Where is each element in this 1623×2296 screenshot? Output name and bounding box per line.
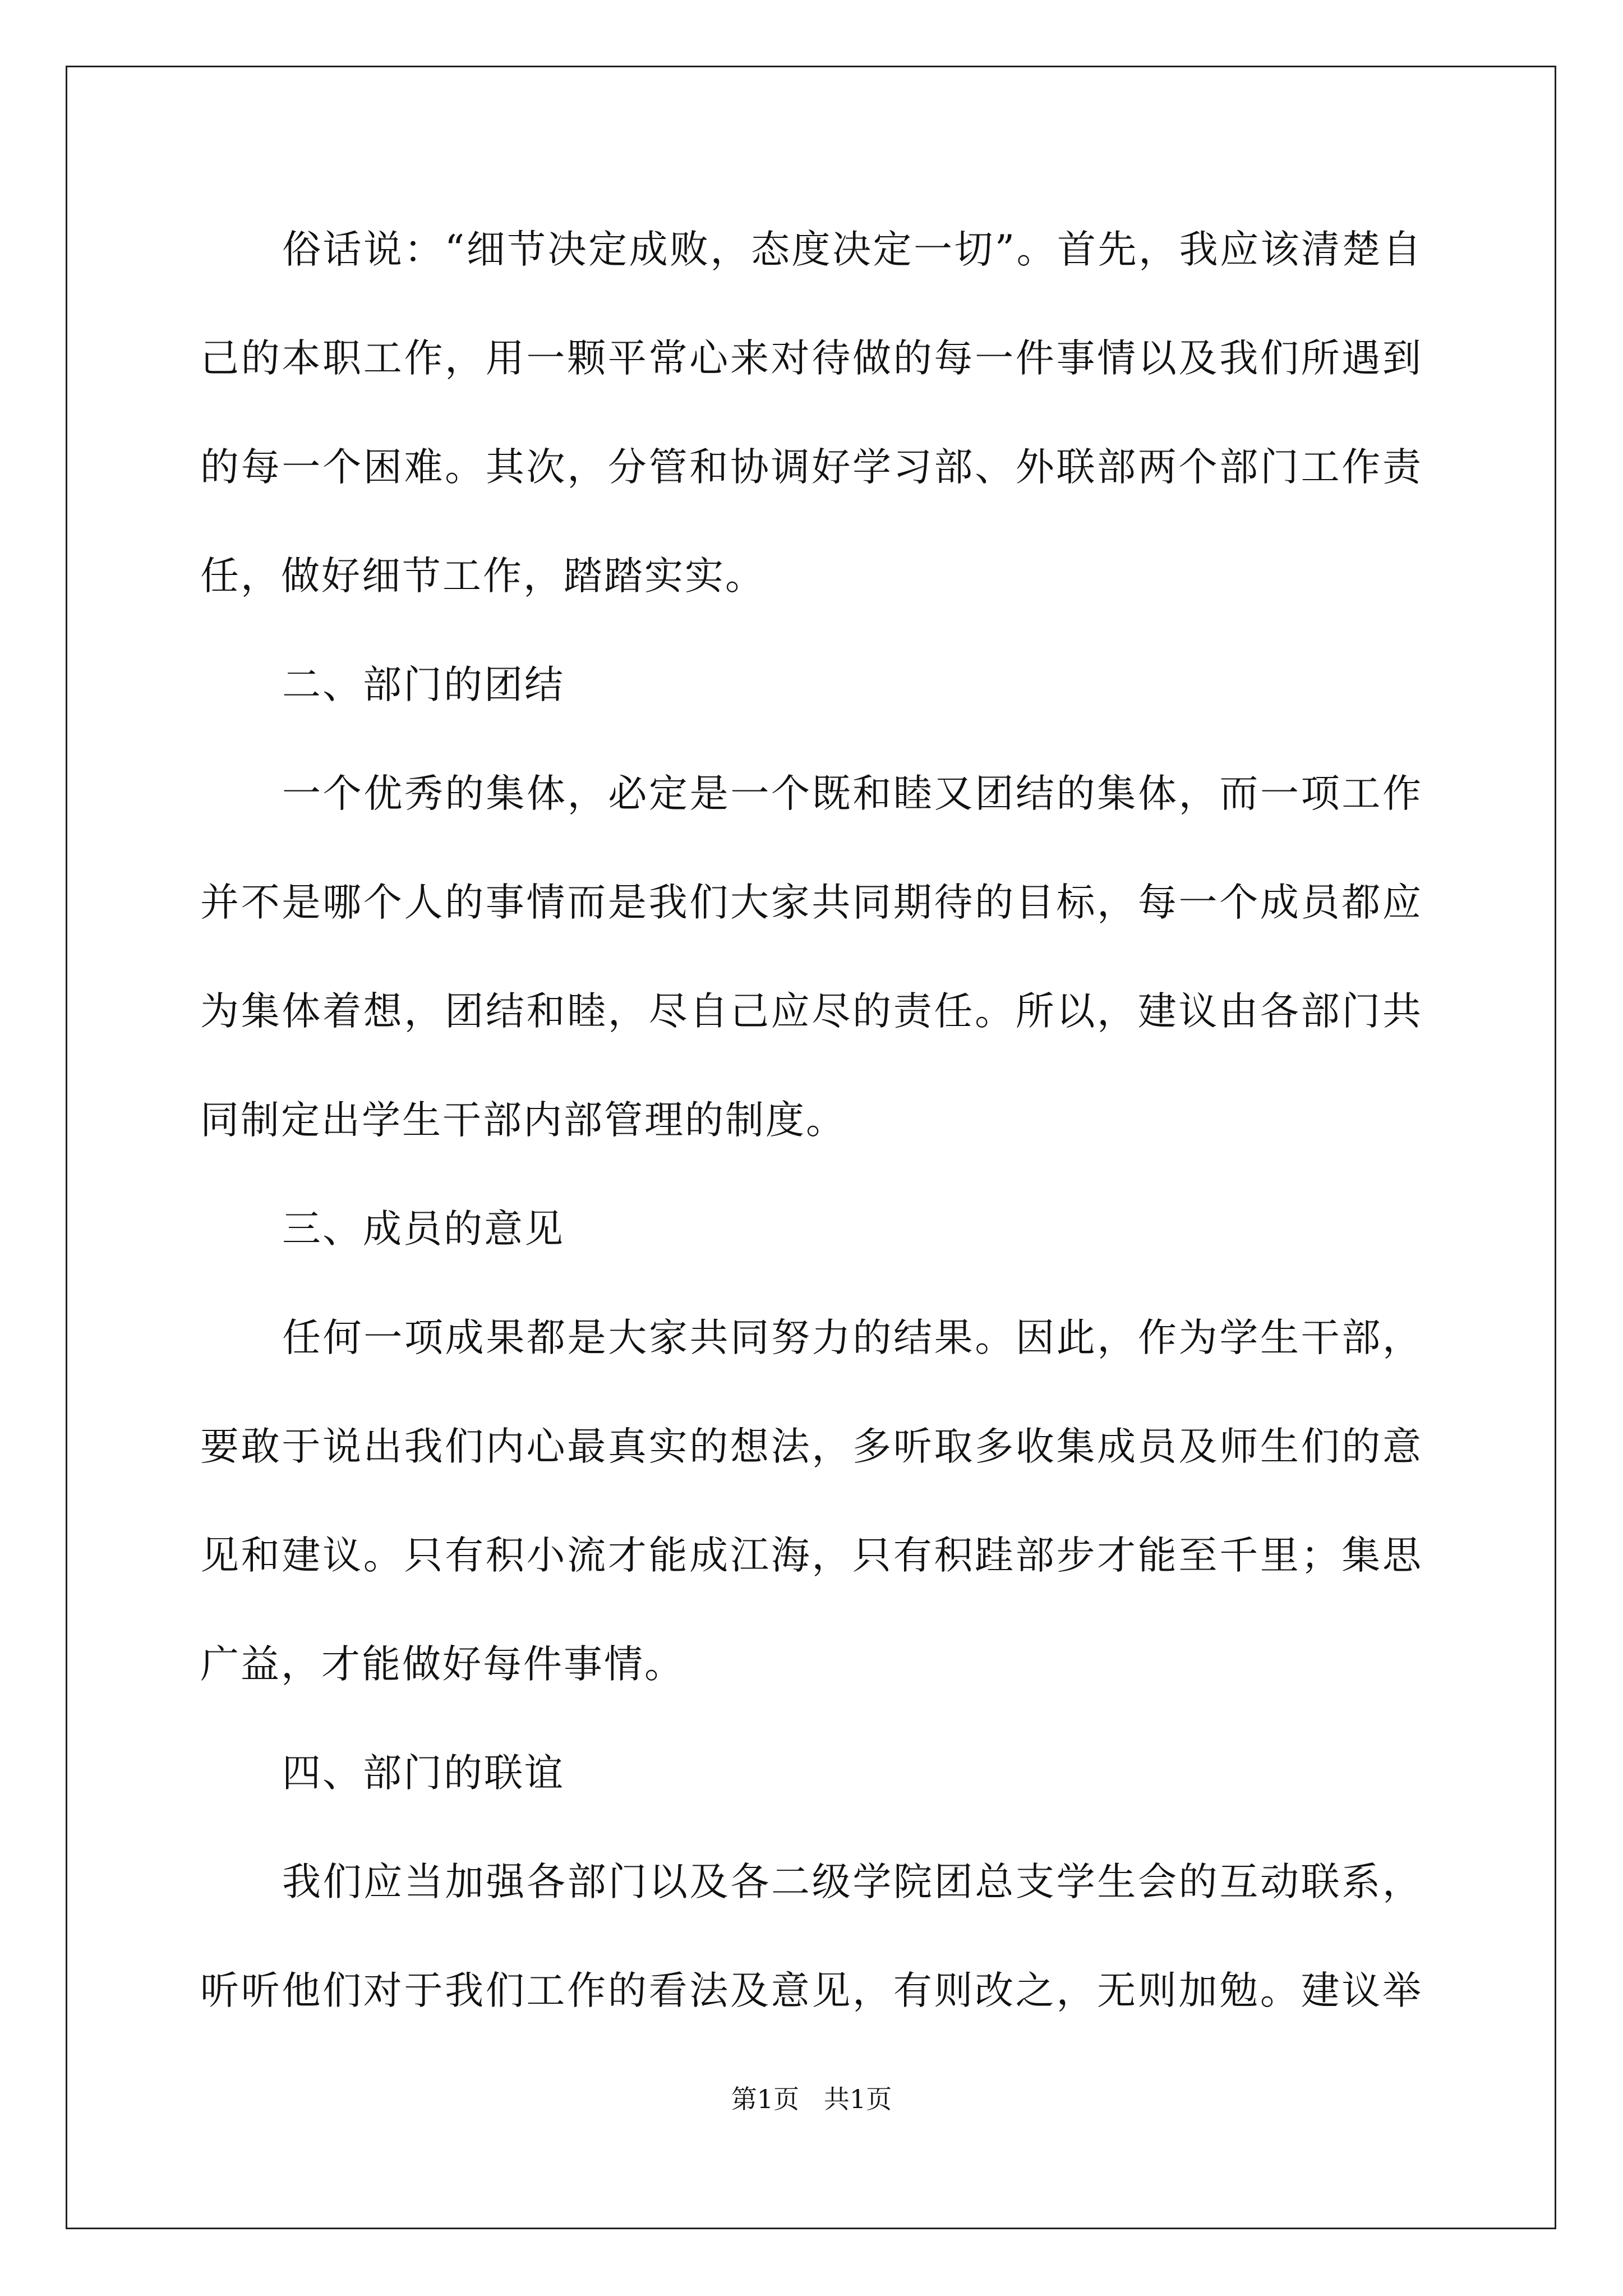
paragraph-line: 的每一个困难。其次，分管和协调好学习部、外联部两个部门工作责 — [200, 445, 1423, 490]
paragraph-line: 任，做好细节工作，踏踏实实。 — [200, 554, 766, 599]
page-number-footer: 第1页 共1页 — [731, 2084, 892, 2114]
section-heading: 二、部门的团结 — [282, 662, 565, 707]
paragraph-line: 为集体着想，团结和睦，尽自己应尽的责任。所以，建议由各部门共 — [200, 989, 1423, 1034]
paragraph-line: 听听他们对于我们工作的看法及意见，有则改之，无则加勉。建议举 — [200, 1968, 1423, 2013]
paragraph-line: 己的本职工作，用一颗平常心来对待做的每一件事情以及我们所遇到 — [200, 336, 1423, 381]
paragraph-line: 我们应当加强各部门以及各二级学院团总支学生会的互动联系， — [282, 1860, 1423, 1904]
section-heading: 四、部门的联谊 — [282, 1751, 565, 1796]
paragraph-line: 要敢于说出我们内心最真实的想法，多听取多收集成员及师生们的意 — [200, 1424, 1423, 1469]
paragraph-line: 任何一项成果都是大家共同努力的结果。因此，作为学生干部， — [282, 1315, 1423, 1360]
paragraph-line: 同制定出学生干部内部管理的制度。 — [200, 1098, 846, 1143]
section-heading: 三、成员的意见 — [282, 1207, 565, 1251]
paragraph-line: 俗话说：“细节决定成败，态度决定一切”。首先，我应该清楚自 — [282, 227, 1423, 272]
paragraph-line: 并不是哪个人的事情而是我们大家共同期待的目标，每一个成员都应 — [200, 880, 1423, 925]
paragraph-line: 一个优秀的集体，必定是一个既和睦又团结的集体，而一项工作 — [282, 771, 1423, 816]
paragraph-line: 见和建议。只有积小流才能成江海，只有积跬部步才能至千里；集思 — [200, 1533, 1423, 1578]
paragraph-line: 广益，才能做好每件事情。 — [200, 1642, 685, 1687]
